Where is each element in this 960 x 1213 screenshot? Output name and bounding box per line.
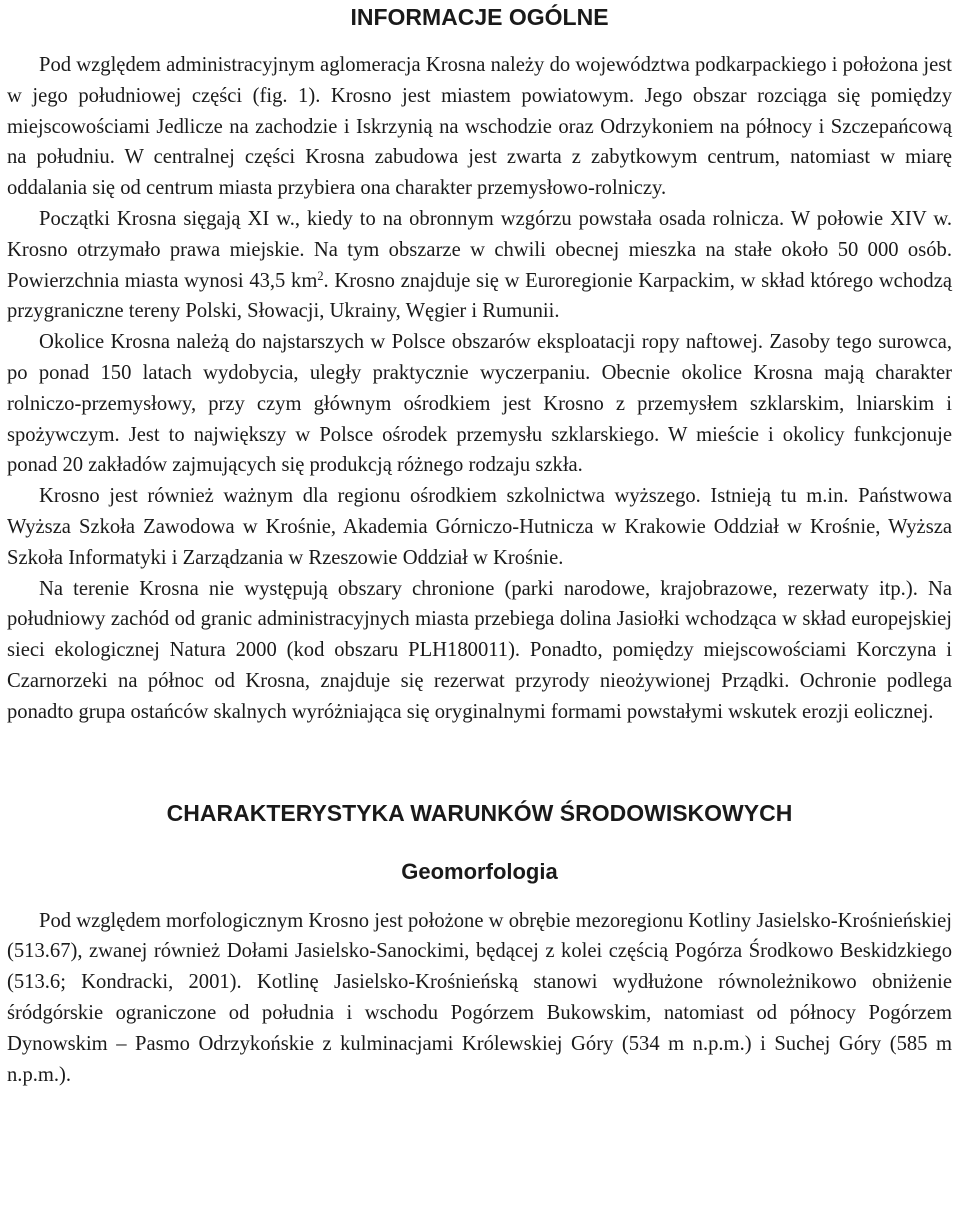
paragraph-oil-industry: Okolice Krosna należą do najstarszych w Polsce obszarów eksploatacji ropy naftowej. Zasoby tego surowca, po ponad 150 latach wydobycia, uległy praktycznie wyczerpaniu. Obecnie okolice Krosna mają charakter rolniczo-przemysłowy, przy czym głównym ośrodkiem jest Krosno z przemysłem szklarskim, lniarskim i spożywczym. Jest to największy w Polsce ośrodek przemysłu szklarskiego. W mieście i okolicy funkcjonuje ponad 20 zakładów zajmujących się produkcją różnego rodzaju szkła. [7, 331, 952, 477]
paragraph-protected-areas: Na terenie Krosna nie występują obszary chronione (parki narodowe, krajobrazowe, rezerwaty itp.). Na południowy zachód od granic administracyjnych miasta przebiega dolina Jasiołki wchodząca w skład europejskiej sieci ekologicznej Natura 2000 (kod obszaru PLH180011). Ponadto, pomiędzy miejscowościami Korczyna i Czarnorzeki na północ od Krosna, znajduje się rezerwat przyrody nieożywionej Prządki. Ochronie podlega ponadto grupa ostańców skalnych wyróżniająca się oryginalnymi formami powstałymi wskutek erozji eolicznej. [7, 577, 952, 723]
general-info-body [7, 50, 952, 728]
paragraph-history [7, 204, 952, 327]
history-text-continued: . Krosno znajduje się w Euroregionie Karpackim, w skład którego wchodzą przygraniczne tereny Polski, Słowacji, Ukrainy, Węgier i Rumunii. [7, 269, 952, 323]
paragraph-geomorphology: Pod względem morfologicznym Krosno jest położone w obrębie mezoregionu Kotliny Jasielsko-Krośnieńskiej (513.67), zwanej również Dołami Jasielsko-Sanockimi, będącej z kolei częścią Pogórza Środkowo Beskidzkiego (513.6; Kondracki, 2001). Kotlinę Jasielsko-Krośnieńską stanowi wydłużone równoleżnikowo obniżenie śródgórskie ograniczone od południa i wschodu Pogórzem Bukowskim, natomiast od północy Pogórzem Dynowskim – Pasmo Odrzykońskie z kulminacjami Królewskiej Góry (534 m n.p.m.) i Suchej Góry (585 m n.p.m.). [7, 909, 952, 1086]
area-unit-superscript: 2 [317, 268, 324, 283]
geomorphology-body [7, 906, 952, 1091]
subsection-title-geomorphology: Geomorfologia [401, 858, 558, 884]
paragraph-higher-education: Krosno jest również ważnym dla regionu ośrodkiem szkolnictwa wyższego. Istnieją tu m.in. Państwowa Wyższa Szkoła Zawodowa w Krośnie, Akademia Górniczo-Hutnicza w Krakowie Oddział w Krośnie, Wyższa Szkoła Informatyki i Zarządzania w Rzeszowie Oddział w Krośnie. [7, 485, 952, 569]
section-title-general-info: INFORMACJE OGÓLNE [350, 4, 609, 30]
paragraph-administration: Pod względem administracyjnym aglomeracja Krosna należy do województwa podkarpackiego i położona jest w jego południowej części (fig. 1). Krosno jest miastem powiatowym. Jego obszar rozciąga się pomiędzy miejscowościami Jedlicze na zachodzie i Iskrzynią na wschodzie oraz Odrzykoniem na północy i Szczepańcową na południu. W centralnej części Krosna zabudowa jest zwarta z zabytkowym centrum, natomiast w miarę oddalania się od centrum miasta przybiera ona charakter przemysłowo-rolniczy. [7, 54, 952, 200]
history-text: Początki Krosna sięgają XI w., kiedy to na obronnym wzgórzu powstała osada rolnicza. W połowie XIV w. Krosno otrzymało prawa miejskie. Na tym obszarze w chwili obecnej mieszka na stałe około 50 000 osób. Powierzchnia miasta wynosi 43,5 km [7, 207, 952, 292]
section-title-environment: CHARAKTERYSTYKA WARUNKÓW ŚRODOWISKOWYCH [166, 799, 793, 826]
